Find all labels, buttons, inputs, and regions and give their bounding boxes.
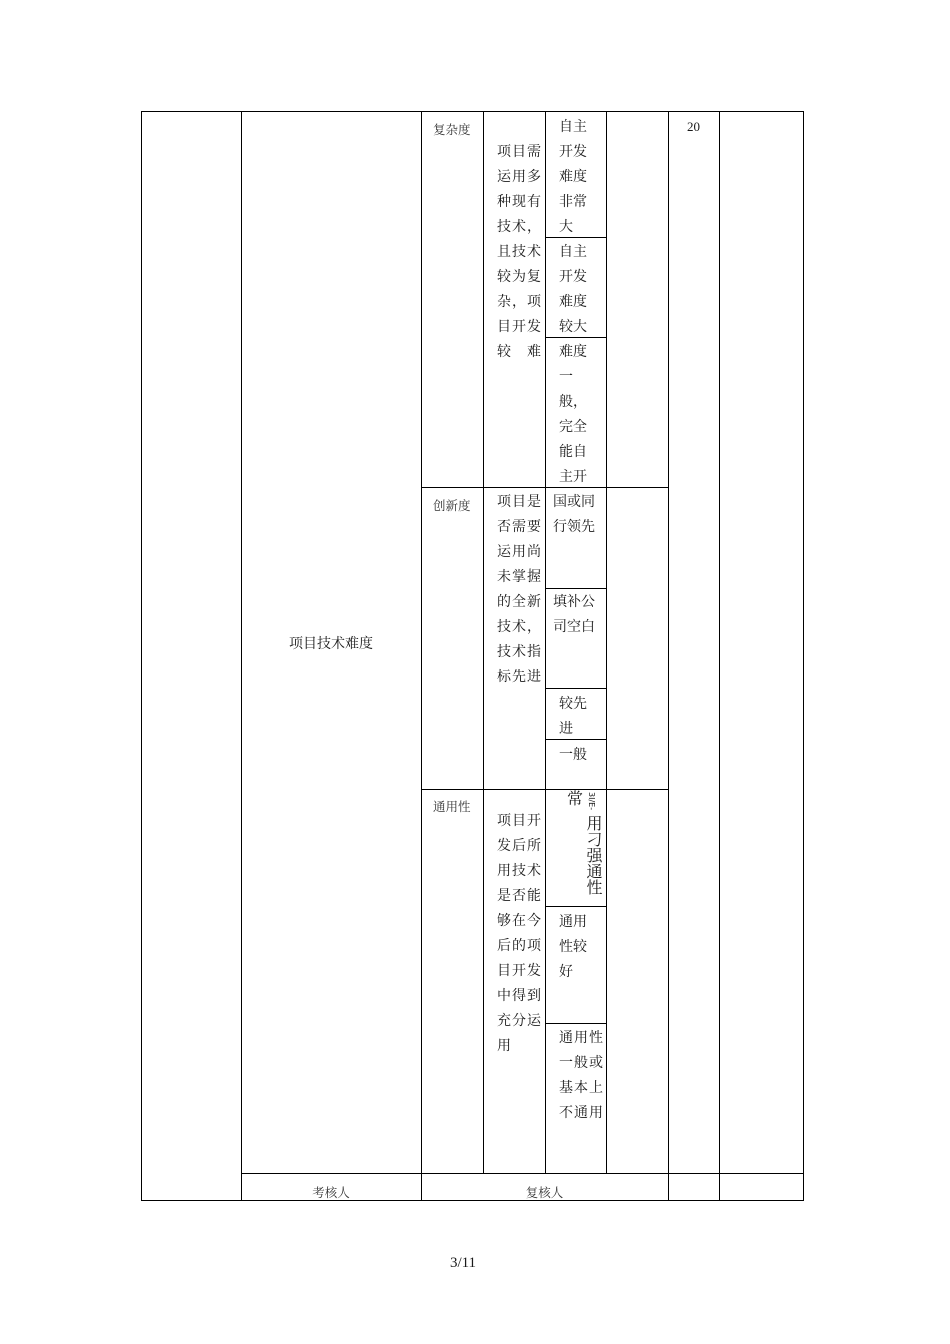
- criterion-name-generality: 通用性: [433, 799, 471, 814]
- criterion-description-complexity: 项目需运用多种现有技术，且技术较为复杂，项目开发较难: [497, 144, 541, 360]
- level-complexity-2: 自主开发难度较大: [559, 244, 587, 335]
- criterion-name-complexity: 复杂度: [433, 122, 471, 137]
- criterion-description-innovation: 项目是否需要运用尚未掌握的全新技术，技术指标先进: [497, 494, 541, 685]
- criterion-name-innovation: 创新度: [433, 498, 471, 513]
- level-generality-3: 通用性一般或基本上不通用: [559, 1030, 603, 1121]
- level-complexity-1: 自主开发难度非常大: [559, 119, 587, 235]
- reviewer-label: 复核人: [525, 1185, 564, 1200]
- page-number: 3/11: [449, 1255, 477, 1271]
- level-innovation-3: 较先进: [559, 696, 587, 737]
- level-innovation-1: 国或同行领先: [553, 494, 595, 535]
- level-generality-1a: 常: [567, 789, 584, 808]
- assessor-label: 考核人: [312, 1185, 350, 1200]
- level-generality-2: 通用性较好: [559, 914, 587, 980]
- level-generality-superscript: 3I/E-: [587, 792, 596, 811]
- level-innovation-2: 填补公司空白: [553, 594, 595, 635]
- level-generality-1b: 用刁强通性: [584, 815, 603, 895]
- level-innovation-4: 一般: [559, 747, 587, 763]
- category-label: 项目技术难度: [289, 636, 373, 652]
- level-complexity-3: 难度一般，完全能自主开: [559, 344, 587, 485]
- criterion-description-generality: 项目开发后所用技术是否能够在今后的项目开发中得到充分运用: [497, 813, 541, 1054]
- score-value: 20: [687, 119, 700, 134]
